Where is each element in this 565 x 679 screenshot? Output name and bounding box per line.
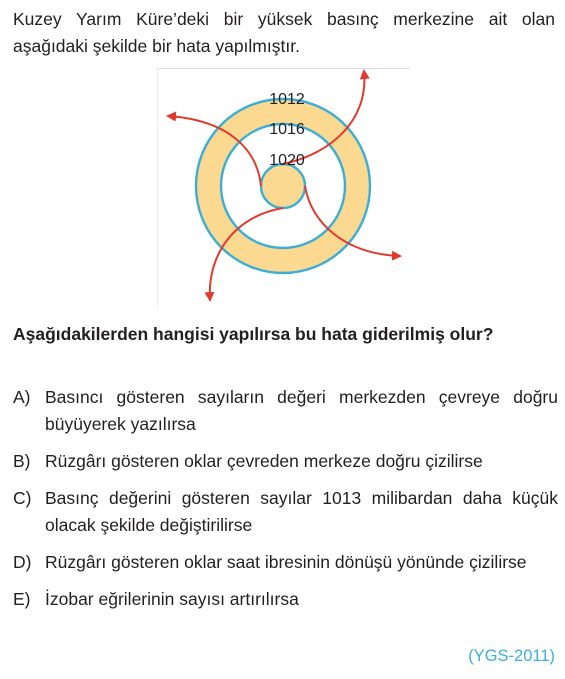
option-letter: A) bbox=[13, 387, 31, 407]
option-text: Rüzgârı gösteren oklar saat ibresinin dönüşü yönünde çizilirse bbox=[45, 552, 527, 572]
exam-source: (YGS-2011) bbox=[468, 647, 555, 665]
option-text: Basınç değerini gösteren sayılar 1013 milibardan daha küçük olacak şekilde değiştirilirse bbox=[45, 488, 558, 535]
option-text: Basıncı gösteren sayıların değeri merkezden çevreye doğru büyüyerek yazılırsa bbox=[45, 387, 558, 434]
isobar-inner bbox=[261, 164, 305, 208]
isobar-label-inner: 1020 bbox=[269, 152, 305, 169]
isobar-map bbox=[157, 68, 410, 308]
option-letter: B) bbox=[13, 451, 31, 471]
option-letter: C) bbox=[13, 488, 32, 508]
question-prompt: Aşağıdakilerden hangisi yapılırsa bu hata giderilmiş olur? bbox=[13, 324, 494, 344]
high-pressure-diagram bbox=[157, 68, 410, 308]
answer-options bbox=[13, 384, 558, 623]
question-stem: Kuzey Yarım Küre’deki bir yüksek basınç merkezine ait olan aşağıdaki şekilde bir hata yapılmıştır. bbox=[13, 9, 555, 56]
option-letter: D) bbox=[13, 552, 32, 572]
option-a[interactable] bbox=[13, 384, 558, 438]
option-d[interactable] bbox=[13, 549, 558, 576]
option-e[interactable] bbox=[13, 586, 558, 613]
option-letter: E) bbox=[13, 589, 31, 609]
option-c[interactable] bbox=[13, 485, 558, 539]
option-text: İzobar eğrilerinin sayısı artırılırsa bbox=[45, 589, 299, 609]
isobar-label-outer: 1012 bbox=[269, 91, 305, 108]
option-b[interactable] bbox=[13, 448, 558, 475]
isobar-label-middle: 1016 bbox=[269, 121, 305, 138]
option-text: Rüzgârı gösteren oklar çevreden merkeze doğru çizilirse bbox=[45, 451, 483, 471]
